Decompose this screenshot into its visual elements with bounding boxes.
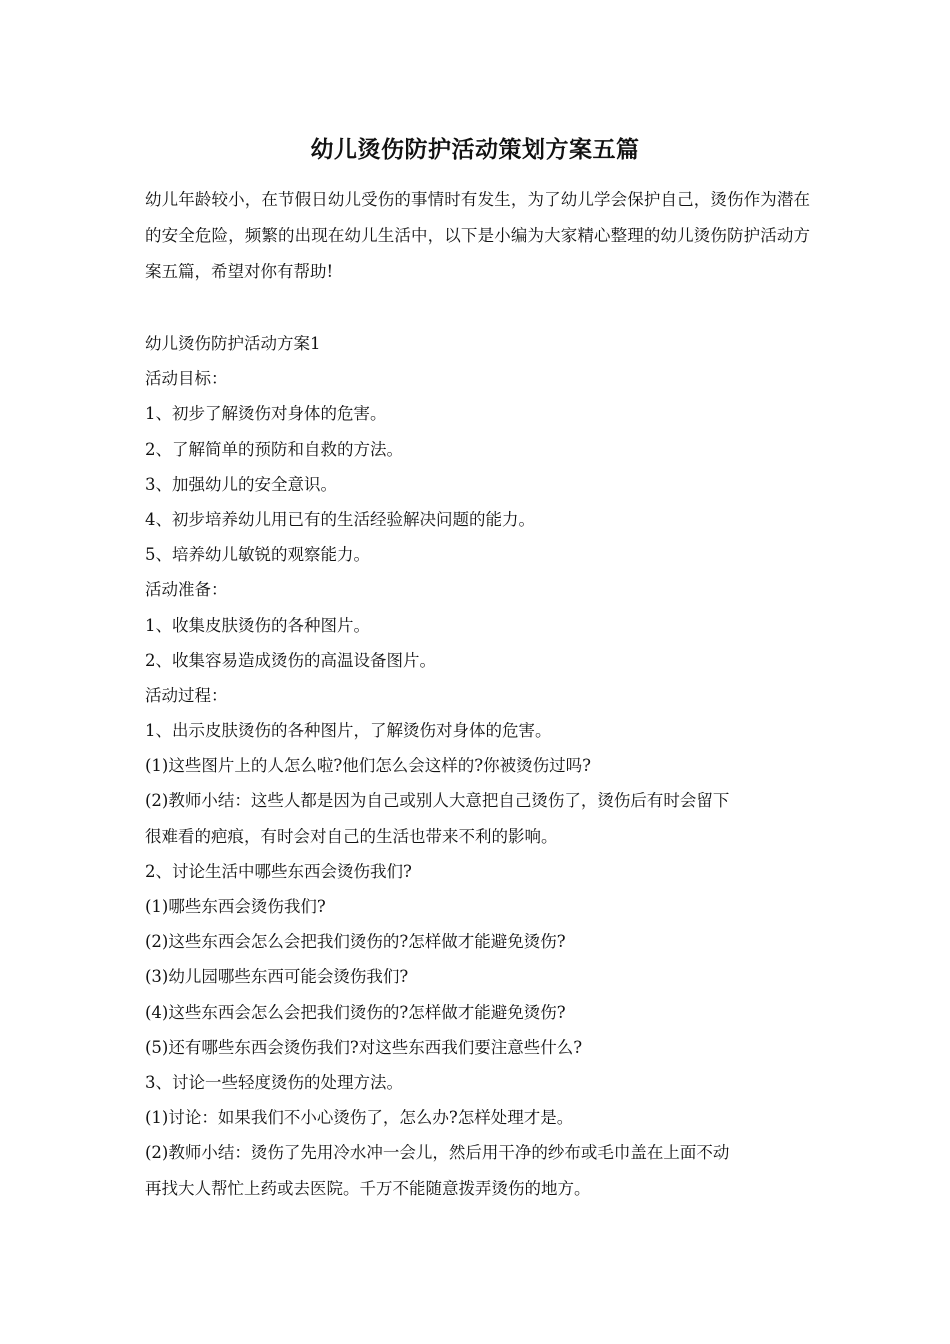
text-line: 活动准备： <box>145 580 228 600</box>
text-line: 1、收集皮肤烫伤的各种图片。 <box>145 615 370 635</box>
text-line: (2)教师小结：这些人都是因为自己或别人大意把自己烫伤了，烫伤后有时会留下 <box>145 791 730 811</box>
text-line: (4)这些东西会怎么会把我们烫伤的?怎样做才能避免烫伤? <box>145 1002 566 1022</box>
text-line: 很难看的疤痕，有时会对自己的生活也带来不利的影响。 <box>145 826 558 846</box>
text-line: 5、培养幼儿敏锐的观察能力。 <box>145 545 370 565</box>
text-line: 活动目标： <box>145 369 228 389</box>
intro-paragraph: 幼儿年龄较小，在节假日幼儿受伤的事情时有发生，为了幼儿学会保护自己，烫伤作为潜在的安全危险，频繁的出现在幼儿生活中，以下是小编为大家精心整理的幼儿烫伤防护活动方案五篇，希望对你有帮助! <box>145 190 810 281</box>
text-line: (3)幼儿园哪些东西可能会烫伤我们? <box>145 967 409 987</box>
text-line: (1)讨论：如果我们不小心烫伤了，怎么办?怎样处理才是。 <box>145 1108 574 1128</box>
text-line: (1)哪些东西会烫伤我们? <box>145 897 326 916</box>
text-line: 再找大人帮忙上药或去医院。千万不能随意拨弄烫伤的地方。 <box>145 1178 591 1198</box>
text-line: 活动过程： <box>145 685 228 705</box>
text-line: 3、加强幼儿的安全意识。 <box>145 474 337 494</box>
text-line: 1、初步了解烫伤对身体的危害。 <box>145 404 387 424</box>
document-title: 幼儿烫伤防护活动策划方案五篇 <box>310 136 640 163</box>
text-line: 2、了解简单的预防和自救的方法。 <box>145 439 403 459</box>
body-text <box>145 326 810 1206</box>
text-line: 2、收集容易造成烫伤的高温设备图片。 <box>145 650 436 670</box>
text-line: (2)教师小结：烫伤了先用冷水冲一会儿，然后用干净的纱布或毛巾盖在上面不动 <box>145 1143 730 1163</box>
text-line: (2)这些东西会怎么会把我们烫伤的?怎样做才能避免烫伤? <box>145 932 566 952</box>
text-line: 3、讨论一些轻度烫伤的处理方法。 <box>145 1072 403 1092</box>
text-line: (5)还有哪些东西会烫伤我们?对这些东西我们要注意些什么? <box>145 1037 583 1057</box>
text-line: 2、讨论生活中哪些东西会烫伤我们? <box>145 861 412 881</box>
text-line: (1)这些图片上的人怎么啦?他们怎么会这样的?你被烫伤过吗? <box>145 756 591 776</box>
text-line: 幼儿烫伤防护活动方案1 <box>145 334 321 353</box>
text-line: 1、出示皮肤烫伤的各种图片，了解烫伤对身体的危害。 <box>145 721 552 741</box>
text-line: 4、初步培养幼儿用已有的生活经验解决问题的能力。 <box>145 509 535 529</box>
